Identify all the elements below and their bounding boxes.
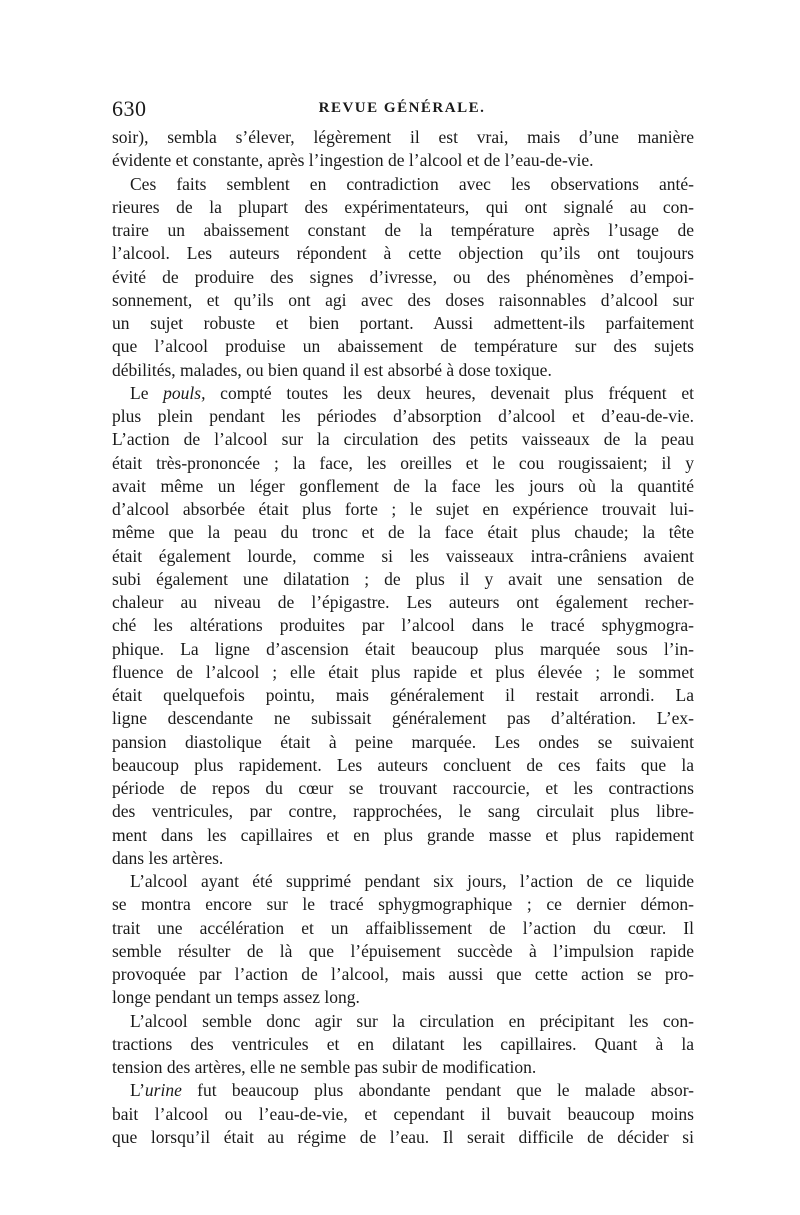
text-line: soir), sembla s’élever, légèrement il est vrai, mais d’une manière <box>112 127 694 147</box>
text-line: des ventricules, par contre, rapprochées, le sang circulait plus libre- <box>112 801 694 822</box>
text-line <box>112 382 694 405</box>
paragraph <box>112 382 694 870</box>
text-line: évité de produire des signes d’ivresse, ou des phénomènes d’empoi- <box>112 266 694 287</box>
text-line: subi également une dilatation ; de plus il y avait une sensation de <box>112 568 694 589</box>
text-line: trait une accélération et un affaiblissement de l’action du cœur. Il <box>112 917 694 938</box>
text-line: que l’alcool produise un abaissement de température sur des sujets <box>112 336 694 357</box>
body-text <box>112 126 694 1149</box>
paragraph <box>112 126 694 173</box>
text-line: ligne descendante ne subissait généralement pas d’altération. L’ex- <box>112 708 694 729</box>
text-segment: fut beaucoup plus abondante pendant que le malade absor- <box>181 1080 694 1101</box>
text-line: L’action de l’alcool sur la circulation des petits vaisseaux de la peau <box>112 429 694 450</box>
text-line: fluence de l’alcool ; elle était plus rapide et plus élevée ; le sommet <box>112 661 694 682</box>
text-line: tractions des ventricules et en dilatant les capillaires. Quant à la <box>112 1033 694 1054</box>
text-line: Ces faits semblent en contradiction avec les observations anté- <box>130 173 694 194</box>
text-line: se montra encore sur le tracé sphygmographique ; ce dernier démon- <box>112 894 694 915</box>
running-title: REVUE GÉNÉRALE. <box>318 100 486 116</box>
paragraph <box>112 1079 694 1149</box>
text-line: avait même un léger gonflement de la face les jours où la quantité <box>112 475 694 496</box>
text-line: plus plein pendant les périodes d’absorption d’alcool et d’eau-de-vie. <box>112 406 694 426</box>
text-line <box>112 1079 694 1102</box>
text-segment: compté toutes les deux heures, devenait plus fréquent et <box>205 382 694 403</box>
text-line: débilités, malades, ou bien quand il est absorbé à dose toxique. <box>112 359 552 380</box>
text-line: longe pendant un temps assez long. <box>112 987 360 1008</box>
page-header <box>112 96 692 126</box>
text-line: était très-prononcée ; la face, les oreilles et le cou rougissaient; il y <box>112 452 694 473</box>
text-segment: L’ <box>130 1080 145 1101</box>
italic-term: pouls, <box>163 382 206 403</box>
text-line: provoquée par l’action de l’alcool, mais aussi que cette action se pro- <box>112 964 694 984</box>
text-line: l’alcool. Les auteurs répondent à cette objection qu’ils ont toujours <box>112 243 694 264</box>
text-line: que lorsqu’il était au régime de l’eau. Il serait difficile de décider si <box>112 1126 694 1147</box>
text-line: d’alcool absorbée était plus forte ; le sujet en expérience trouvait lui- <box>112 499 694 519</box>
text-line: évidente et constante, après l’ingestion de l’alcool et de l’eau-de-vie. <box>112 150 594 171</box>
text-line: un sujet robuste et bien portant. Aussi admettent-ils parfaitement <box>112 313 694 333</box>
text-line: traire un abaissement constant de la température après l’usage de <box>112 220 694 240</box>
italic-term: urine <box>144 1080 182 1101</box>
text-line: tension des artères, elle ne semble pas subir de modification. <box>112 1057 537 1077</box>
text-line: L’alcool ayant été supprimé pendant six jours, l’action de ce liquide <box>130 871 694 891</box>
text-line: période de repos du cœur se trouvant raccourcie, et les contractions <box>112 778 694 798</box>
text-line: même que la peau du tronc et de la face était plus chaude; la tête <box>112 522 694 543</box>
text-segment: Le <box>130 382 164 403</box>
text-line: semble résulter de là que l’épuisement succède à l’impulsion rapide <box>112 940 694 961</box>
text-line: chaleur au niveau de l’épigastre. Les auteurs ont également recher- <box>112 592 694 612</box>
text-line: ment dans les capillaires et en plus grande masse et plus rapidement <box>112 824 694 845</box>
text-line: dans les artères. <box>112 847 224 868</box>
text-line: rieures de la plupart des expérimentateurs, qui ont signalé au con- <box>112 196 694 217</box>
paragraph <box>112 173 694 382</box>
paragraph <box>112 870 694 1010</box>
text-line: pansion diastolique était à peine marquée. Les ondes se suivaient <box>112 731 694 752</box>
page-number: 630 <box>112 96 147 121</box>
text-line: sonnement, et qu’ils ont agi avec des doses raisonnables d’alcool sur <box>112 289 694 310</box>
text-line: était également lourde, comme si les vaisseaux intra-crâniens avaient <box>112 545 694 566</box>
text-line: était quelquefois pointu, mais généralement il restait arrondi. La <box>112 685 694 705</box>
paragraph <box>112 1010 694 1080</box>
text-line: phique. La ligne d’ascension était beaucoup plus marquée sous l’in- <box>112 638 694 659</box>
text-line: ché les altérations produites par l’alcool dans le tracé sphygmogra- <box>112 615 694 636</box>
text-line: L’alcool semble donc agir sur la circulation en précipitant les con- <box>130 1010 694 1031</box>
text-line: bait l’alcool ou l’eau-de-vie, et cependant il buvait beaucoup moins <box>112 1103 694 1124</box>
text-line: beaucoup plus rapidement. Les auteurs concluent de ces faits que la <box>112 754 694 775</box>
